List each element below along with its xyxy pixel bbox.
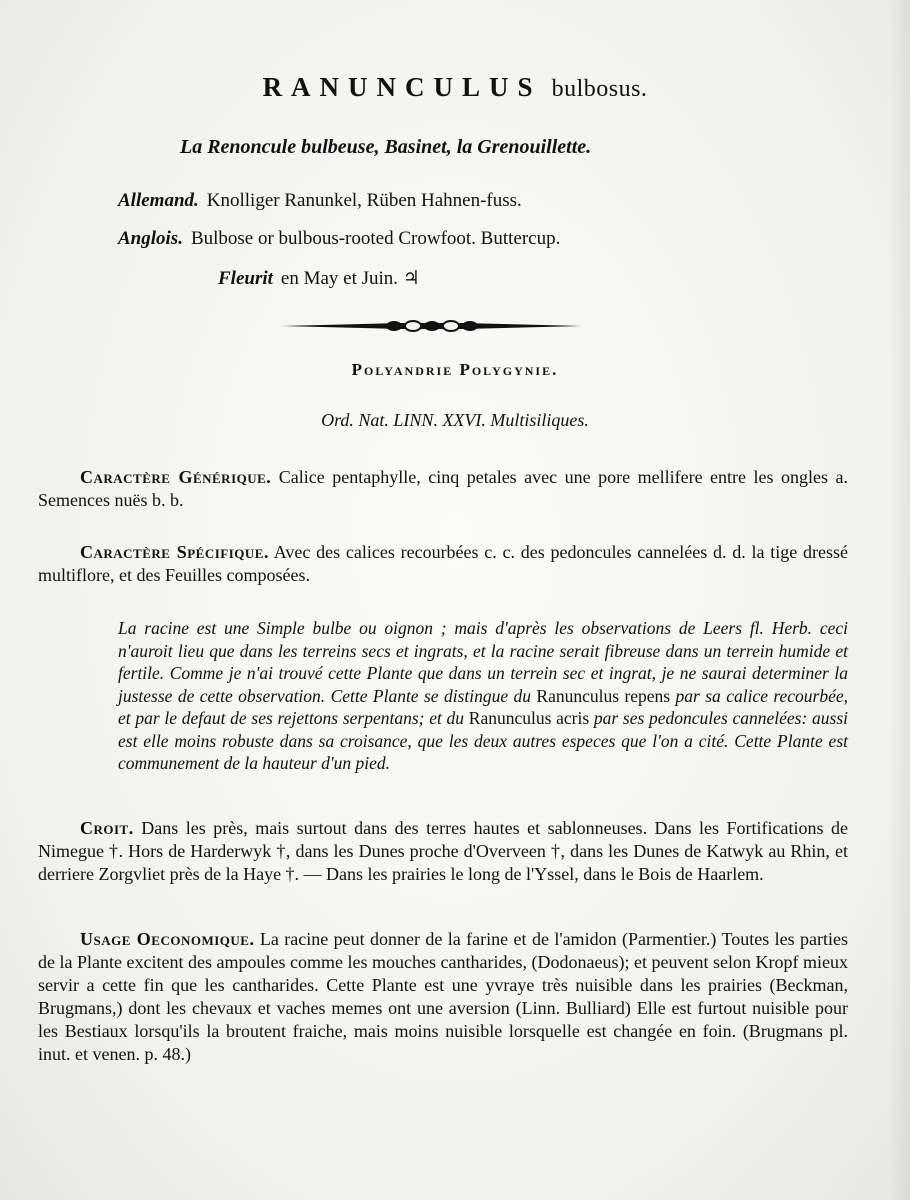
common-names: La Renoncule bulbeuse, Basinet, la Grenouillette. (180, 136, 592, 158)
ornamental-divider (282, 318, 582, 334)
section-text: Avec des calices recourbées c. c. des pedoncules cannelées d. d. la tige dressé multiflore, et des Feuilles composées. (38, 542, 848, 585)
section-heading: Caractère Générique. (80, 467, 272, 487)
economic-use-paragraph (38, 928, 848, 1066)
observation-text: par ses pedoncules cannelées: aussi est elle moins robuste dans sa croisance, que les deux autres especes que l'on a cité. Cette Plante est communement de la hauteur d'un pied. (118, 708, 848, 773)
language-english (118, 228, 560, 250)
language-german (118, 190, 522, 212)
flowering-text: en May et Juin. ♃ (280, 268, 420, 289)
section-text: Calice pentaphylle, cinq petales avec une pore mellifere entre les ongles a. Semences nuës b. b. (38, 467, 848, 510)
flowering-time (218, 267, 420, 290)
section-heading: Usage Oeconomique. (80, 929, 255, 949)
section-heading: Croit. (80, 818, 134, 838)
species-name: Ranunculus repens (536, 685, 671, 706)
language-label: Anglois. (118, 228, 183, 249)
section-heading: Caractère Spécifique. (80, 542, 269, 562)
observation-text: par sa calice recourbée, et par le defaut de ses rejettons serpentans; et du (118, 685, 849, 728)
flowering-label: Fleurit (218, 268, 273, 289)
section-text: Dans les près, mais surtout dans des terres hautes et sablonneuses. Dans les Fortifications de Nimegue †. Hors de Harderwyk †, dans les Dunes proche d'Overveen †, dans les Dunes de Katwyk au Rhin, et derriere Zorgvliet près de la Haye †. — Dans les prairies le long de l'Yssel, dans le Bois de Haarlem. (38, 818, 849, 884)
observation-paragraph (118, 617, 848, 775)
title-species: bulbosus. (551, 76, 648, 102)
classification: Polyandrie Polygynie. (351, 360, 559, 379)
language-label: Allemand. (118, 190, 199, 211)
language-text: Knolliger Ranunkel, Rüben Hahnen-fuss. (206, 190, 522, 211)
page-edge-shadow (888, 0, 910, 1200)
natural-order: Ord. Nat. LINN. XXVI. Multisiliques. (321, 410, 589, 430)
title-genus: RANUNCULUS (262, 72, 542, 102)
language-text: Bulbose or bulbous-rooted Crowfoot. Buttercup. (190, 228, 561, 249)
generic-character (38, 466, 848, 512)
observation-text: La racine est une Simple bulbe ou oignon ; mais d'après les observations de Leers fl. Herb. ceci n'auroit lieu que dans les terreins secs et ingrats, et la racine serait fibreuse dans un terrein humide et fertile. Comme je n'ai trouvé cette Plante que dans un terrein sec et ingrat, je ne saurai determiner la justesse de cette observation. Cette Plante se distingue du (118, 618, 848, 706)
section-text: La racine peut donner de la farine et de l'amidon (Parmentier.) Toutes les parties de la Plante excitent des ampoules comme les mouches cantharides, (Dodonaeus); et peuvent selon Kropf mieux servir a cette fin que les cantharides. Cette Plante est une yvraye très nuisible dans les prairies (Beckman, Brugmans,) dont les chevaux et vaches memes ont une aversion (Linn. Bulliard) Elle est furtout nuisible pour les Bestiaux lorsqu'ils la broutent fraiche, mais moins nuisible lorsquelle est changée en foin. (Brugmans pl. inut. et venen. p. 48.) (38, 929, 849, 1064)
habitat-paragraph (38, 817, 848, 886)
species-name: Ranunculus acris (468, 708, 590, 728)
specific-character (38, 541, 848, 587)
page-title (0, 72, 910, 103)
